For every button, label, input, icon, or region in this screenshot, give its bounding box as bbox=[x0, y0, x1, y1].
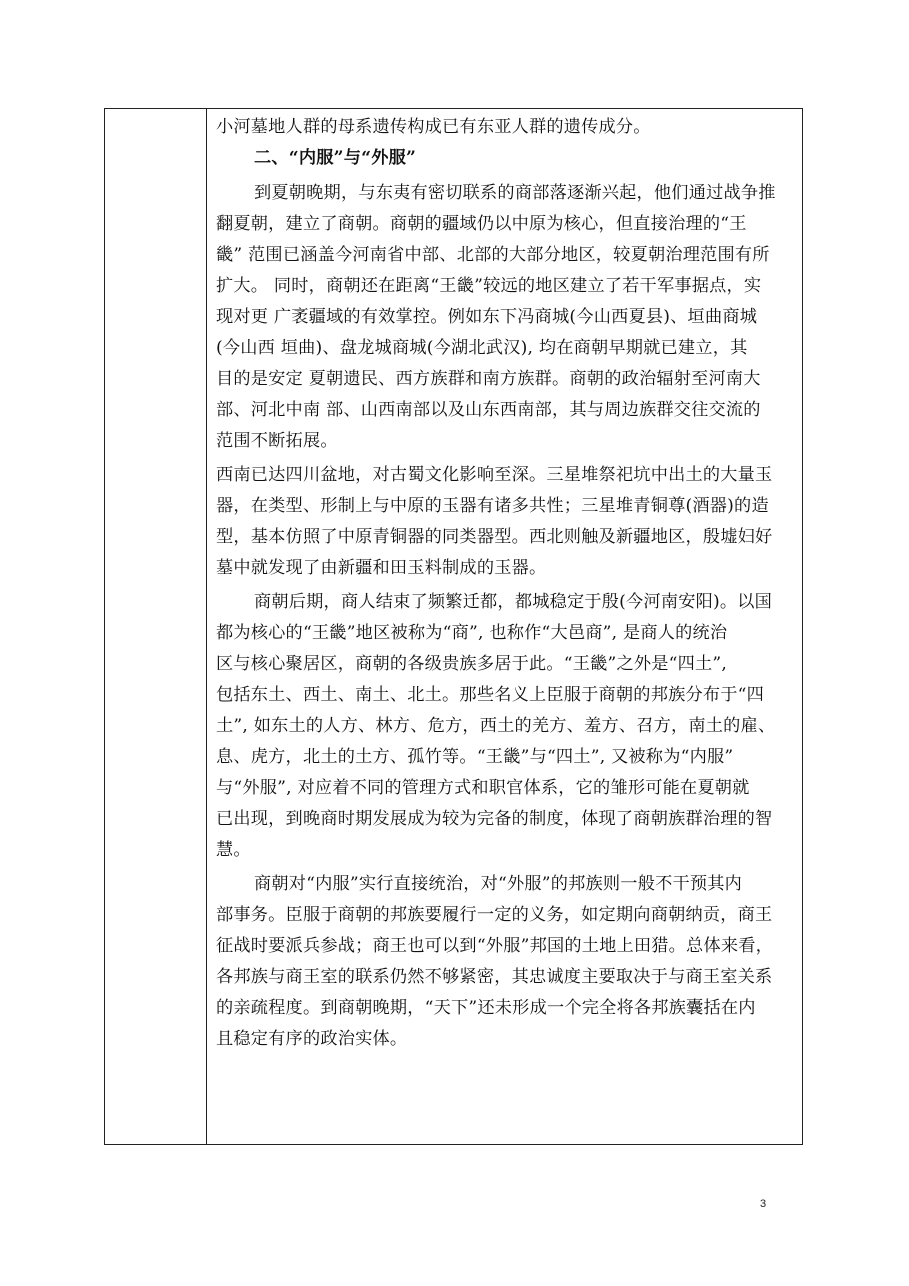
text-line: 各邦族与商王室的联系仍然不够紧密，其忠诚度主要取决于与商王室关系 bbox=[216, 967, 773, 987]
paragraph-4 bbox=[216, 869, 794, 1055]
text-line: 目的是安定 夏朝遗民、西方族群和南方族群。商朝的政治辐射至河南大 bbox=[216, 369, 761, 389]
paragraph-3 bbox=[216, 587, 794, 866]
text-line: 墓中就发现了由新疆和田玉料制成的玉器。 bbox=[216, 558, 547, 578]
text-line: 的亲疏程度。到商朝晚期，“天下”还未形成一个完全将各邦族囊括在内 bbox=[216, 998, 756, 1018]
text-line: 包括东土、西土、南土、北土。那些名义上臣服于商朝的邦族分布于“四 bbox=[216, 685, 765, 705]
text-line: 息、虎方，北土的土方、孤竹等。“王畿”与“四土”, 又被称为“内服” bbox=[216, 747, 734, 767]
text-line: 已出现，到晚商时期发展成为较为完备的制度，体现了商朝族群治理的智 bbox=[216, 809, 773, 829]
text-line: 商朝对“内服”实行直接统治，对“外服”的邦族则一般不干预其内 bbox=[254, 874, 743, 894]
text-line: 区与核心聚居区，商朝的各级贵族多居于此。“王畿”之外是“四土”, bbox=[216, 654, 728, 674]
text-line: 范围不断拓展。 bbox=[216, 431, 338, 451]
text-line: 慧。 bbox=[216, 840, 251, 860]
text-line: 商朝后期，商人结束了频繁迁都，都城稳定于殷(今河南安阳)。以国 bbox=[254, 592, 773, 612]
text-line: 畿” 范围已涵盖今河南省中部、北部的大部分地区，较夏朝治理范围有所 bbox=[216, 245, 770, 265]
text-line: 翻夏朝，建立了商朝。商朝的疆域仍以中原为核心，但直接治理的“王 bbox=[216, 214, 747, 234]
text-line: 土”, 如东土的人方、林方、危方，西土的羌方、羞方、召方，南土的雇、 bbox=[216, 716, 776, 736]
section-heading: 二、“内服”与“外服” bbox=[254, 148, 417, 168]
text-line: 征战时要派兵参战；商王也可以到“外服”邦国的土地上田猎。总体来看， bbox=[216, 936, 773, 956]
column-divider bbox=[206, 108, 207, 1145]
content-cell bbox=[216, 112, 794, 1058]
text-line: 部事务。臣服于商朝的邦族要履行一定的义务，如定期向商朝纳贡，商王 bbox=[216, 905, 773, 925]
paragraph-2 bbox=[216, 460, 794, 584]
text-line: 到夏朝晚期，与东夷有密切联系的商部落逐渐兴起，他们通过战争推 bbox=[254, 183, 776, 203]
text-line: 现对更 广袤疆域的有效掌控。例如东下冯商城(今山西夏县)、垣曲商城 bbox=[216, 307, 758, 327]
text-line: 西南已达四川盆地，对古蜀文化影响至深。三星堆祭祀坑中出土的大量玉 bbox=[216, 465, 773, 485]
intro-line: 小河墓地人群的母系遗传构成已有东亚人群的遗传成分。 bbox=[216, 117, 651, 137]
text-line: 扩大。 同时，商朝还在距离“王畿”较远的地区建立了若干军事据点，实 bbox=[216, 276, 762, 296]
text-line: 器，在类型、形制上与中原的玉器有诸多共性；三星堆青铜尊(酒器)的造 bbox=[216, 496, 769, 516]
text-line: 都为核心的“王畿”地区被称为“商”, 也称作“大邑商”, 是商人的统治 bbox=[216, 623, 728, 643]
page-number: 3 bbox=[760, 1198, 767, 1210]
text-line: 型，基本仿照了中原青铜器的同类器型。西北则触及新疆地区，殷墟妇好 bbox=[216, 527, 773, 547]
text-line: 与“外服”, 对应着不同的管理方式和职官体系，它的雏形可能在夏朝就 bbox=[216, 778, 750, 798]
text-line: 部、河北中南 部、山西南部以及山东西南部，其与周边族群交往交流的 bbox=[216, 400, 761, 420]
text-line: (今山西 垣曲)、盘龙城商城(今湖北武汉), 均在商朝早期就已建立，其 bbox=[216, 338, 748, 358]
paragraph-1 bbox=[216, 178, 794, 457]
text-line: 且稳定有序的政治实体。 bbox=[216, 1029, 408, 1049]
